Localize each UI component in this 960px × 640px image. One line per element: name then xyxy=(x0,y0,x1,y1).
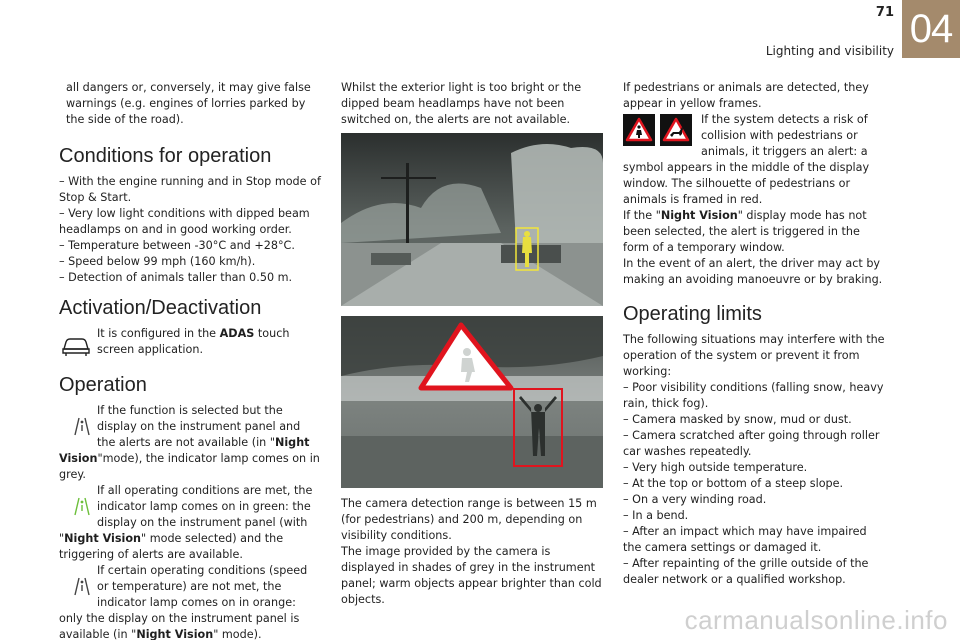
night-vision-image-pedestrian-detected xyxy=(341,133,603,306)
chapter-tab: 04 xyxy=(902,0,960,58)
night-vision-lamp-grey-icon xyxy=(59,404,93,438)
conditions-heading: Conditions for operation xyxy=(59,145,272,167)
list-item: – Camera masked by snow, mud or dust. xyxy=(623,413,852,426)
op1-text-end: "mode), the indicator lamp comes on in grey. xyxy=(59,452,320,481)
list-item: – Camera scratched after going through roller car washes repeatedly. xyxy=(623,429,880,458)
page-header xyxy=(0,0,960,58)
intro-paragraph: all dangers or, conversely, it may give false warnings (e.g. engines of lorries parked by the side of the road). xyxy=(66,81,311,126)
nv-text-end: " display mode has not been selected, the alert is triggered in the form of a temporary window. xyxy=(623,209,867,254)
list-item: – In a bend. xyxy=(623,509,689,522)
detected-paragraph: If pedestrians or animals are detected, they appear in yellow frames. xyxy=(623,81,869,110)
op2-bold: Night Vision xyxy=(64,532,142,545)
list-item: – Poor visibility conditions (falling snow, heavy rain, thick fog). xyxy=(623,381,884,410)
list-item: – With the engine running and in Stop mode of Stop & Start. xyxy=(59,175,321,204)
list-item: – At the top or bottom of a steep slope. xyxy=(623,477,844,490)
car-outline-icon xyxy=(59,327,93,361)
night-vision-lamp-orange-icon xyxy=(59,564,93,598)
operation-grey xyxy=(59,403,321,483)
night-vision-image-collision-alert xyxy=(341,316,603,488)
list-item: – Very low light conditions with dipped beam headlamps on and in good working order. xyxy=(59,207,310,236)
conditions-list xyxy=(59,174,321,286)
adas-label: ADAS xyxy=(219,327,255,340)
alert-paragraph: In the event of an alert, the driver may act by making an avoiding manoeuvre or by braking. xyxy=(623,257,883,286)
limits-intro: The following situations may interfere with the operation of the system or prevent it from working: xyxy=(623,333,885,378)
night-vision-lamp-green-icon xyxy=(59,484,93,518)
column-2 xyxy=(341,80,603,608)
operation-green xyxy=(59,483,321,563)
op2-text: If all operating conditions are met, the indicator lamp comes on in green: the display on the instrument panel (with " xyxy=(59,484,313,545)
activation-block xyxy=(59,326,321,361)
page-number: 71 xyxy=(875,5,894,20)
list-item: – After repainting of the grille outside of the dealer network or a qualified workshop. xyxy=(623,557,869,586)
operation-orange xyxy=(59,563,321,640)
activation-heading: Activation/Deactivation xyxy=(59,297,262,319)
list-item: – Very high outside temperature. xyxy=(623,461,808,474)
nv-bold: Night Vision xyxy=(660,209,738,222)
image-paragraph: The image provided by the camera is displayed in shades of grey in the instrument panel; warm objects appear brighter than cold objects. xyxy=(341,545,602,606)
activation-text: It is configured in the xyxy=(97,327,220,340)
range-paragraph: The camera detection range is between 15 m (for pedestrians) and 200 m, depending on visibility conditions. xyxy=(341,497,597,542)
op2-text-end: " mode selected) and the triggering of alerts are available. xyxy=(59,532,284,561)
op1-text: If the function is selected but the display on the instrument panel and the alerts are not available (in " xyxy=(97,404,301,449)
op3-text-end: " mode). xyxy=(213,628,262,640)
list-item: – Speed below 99 mph (160 km/h). xyxy=(59,255,256,268)
risk-paragraph: If the system detects a risk of collision with pedestrians or animals, it triggers an alert: a symbol appears in the middle of the display window. The silhouette of pedestrians or animals is framed in red. xyxy=(623,113,870,206)
list-item: – On a very winding road. xyxy=(623,493,767,506)
op3-text: If certain operating conditions (speed or temperature) are not met, the indicator lamp comes on in orange: only the display on the instrument panel is available (in " xyxy=(59,564,308,640)
limits-heading: Operating limits xyxy=(623,303,762,325)
list-item: – After an impact which may have impaired the camera settings or damaged it. xyxy=(623,525,867,554)
intro-paragraph: Whilst the exterior light is too bright or the dipped beam headlamps have not been switched on, the alerts are not available. xyxy=(341,81,582,126)
list-item: – Temperature between -30°C and +28°C. xyxy=(59,239,295,252)
column-1 xyxy=(59,80,321,640)
nv-text: If the " xyxy=(623,209,661,222)
watermark: carmanualsonline.info xyxy=(684,605,948,635)
risk-block xyxy=(623,112,888,208)
limits-list xyxy=(623,380,888,588)
list-item: – Detection of animals taller than 0.50 m. xyxy=(59,271,293,284)
op3-bold: Night Vision xyxy=(136,628,214,640)
op1-bold: Night Vision xyxy=(59,436,310,465)
activation-text-end: touch screen application. xyxy=(97,327,290,356)
pedestrian-warning-icon xyxy=(623,114,655,146)
operation-heading: Operation xyxy=(59,374,147,396)
warning-icons xyxy=(623,114,697,146)
column-3 xyxy=(623,80,888,588)
animal-warning-icon xyxy=(660,114,692,146)
section-title: Lighting and visibility xyxy=(765,44,894,58)
